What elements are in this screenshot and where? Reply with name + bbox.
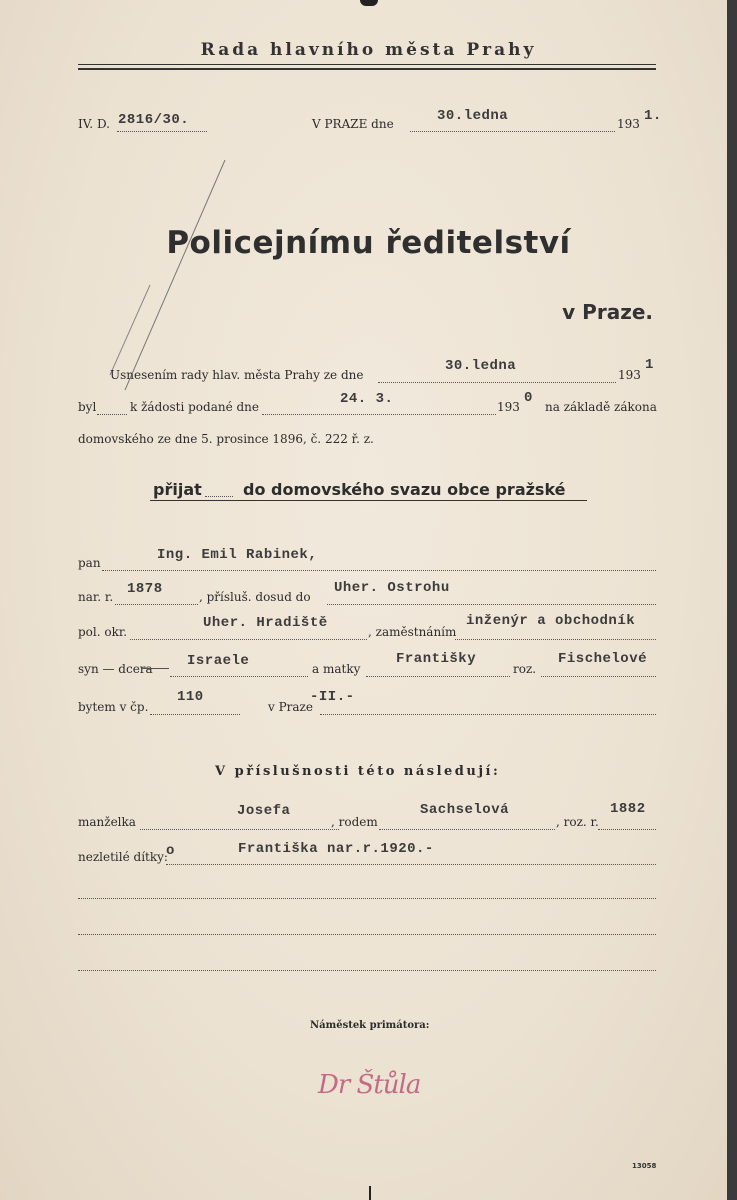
resolution-date: 30.ledna	[445, 358, 517, 374]
request-year-suffix: 0	[524, 390, 533, 406]
wife-year-label: , roz. r.	[556, 815, 599, 829]
request-label: k žádosti podané dne	[130, 400, 259, 414]
maiden-label: roz.	[513, 662, 537, 676]
wife-name: Josefa	[237, 803, 291, 819]
job-label: , zaměstnáním	[368, 625, 457, 639]
belong-label: , přísluš. dosud do	[199, 590, 311, 604]
letterhead-rule-bottom	[78, 68, 656, 70]
issue-date: 30.ledna	[437, 108, 509, 124]
blank-line-1	[78, 898, 656, 899]
resolution-intro: Usnesením rady hlav. města Prahy ze dne	[110, 368, 364, 382]
signature: Dr Štůla	[318, 1070, 421, 1100]
form-number: 13058	[632, 1162, 657, 1170]
issue-year-suffix: 1.	[644, 108, 662, 124]
born-year: 1878	[127, 581, 163, 597]
letterhead-rule-top	[78, 64, 656, 65]
decision-rest: do domovského svazu obce pražské	[243, 480, 566, 499]
bottom-binding-mark	[369, 1186, 371, 1200]
prague-label: v Praze	[268, 700, 313, 714]
pen-stroke-marks	[90, 150, 240, 430]
mother-label: a matky	[312, 662, 361, 676]
resolution-year-prefix: 193	[618, 368, 641, 382]
reference-label: IV. D.	[78, 117, 110, 131]
signature-label: Náměstek primátora:	[310, 1020, 430, 1031]
blank-line-2	[78, 934, 656, 935]
son-label: syn — dcera	[78, 662, 153, 676]
occupation: inženýr a obchodník	[466, 613, 636, 629]
children-list: Františka nar.r.1920.-	[238, 841, 434, 857]
children-prefix: o	[166, 843, 175, 859]
prague-district: -II.-	[310, 689, 355, 705]
request-date: 24. 3.	[340, 391, 394, 407]
mother-name: Františky	[396, 651, 477, 667]
byl-label: byl	[78, 400, 97, 414]
resolution-year-suffix: 1	[645, 357, 654, 373]
house-number: 110	[177, 689, 204, 705]
wife-birth-year: 1882	[610, 801, 646, 817]
right-edge-shadow	[727, 0, 737, 1200]
district: Uher. Hradiště	[203, 615, 328, 631]
law-line: domovského ze dne 5. prosince 1896, č. 222 ř. z.	[78, 432, 374, 446]
request-year-prefix: 193	[497, 400, 520, 414]
law-tail: na základě zákona	[545, 400, 657, 414]
top-binding-mark	[360, 0, 378, 6]
district-label: pol. okr.	[78, 625, 128, 639]
council-letterhead: Rada hlavního města Prahy	[200, 40, 537, 60]
children-label: nezletilé dítky:	[78, 850, 168, 864]
blank-line-3	[78, 970, 656, 971]
accepted-word: přijat	[153, 480, 202, 499]
dcera-strikeout	[141, 668, 169, 669]
addressee-title: Policejnímu ředitelství	[166, 225, 571, 261]
wife-born-label: , rodem	[331, 815, 378, 829]
wife-label: manželka	[78, 815, 136, 829]
belongings-heading: V příslušnosti této následují:	[215, 764, 501, 779]
issue-year-prefix: 193	[617, 117, 640, 131]
pan-label: pan	[78, 556, 101, 570]
wife-maiden-name: Sachselová	[420, 802, 510, 818]
reference-number: 2816/30.	[118, 112, 190, 128]
person-name: Ing. Emil Rabinek,	[157, 547, 318, 563]
mother-maiden-name: Fischelové	[558, 651, 648, 667]
place-label: V PRAZE dne	[312, 117, 394, 131]
addressee-city: v Praze.	[562, 300, 653, 324]
father-name: Israele	[187, 653, 250, 669]
decision-underline	[150, 500, 587, 501]
born-label: nar. r.	[78, 590, 114, 604]
residence-label: bytem v čp.	[78, 700, 149, 714]
previous-town: Uher. Ostrohu	[334, 580, 450, 596]
